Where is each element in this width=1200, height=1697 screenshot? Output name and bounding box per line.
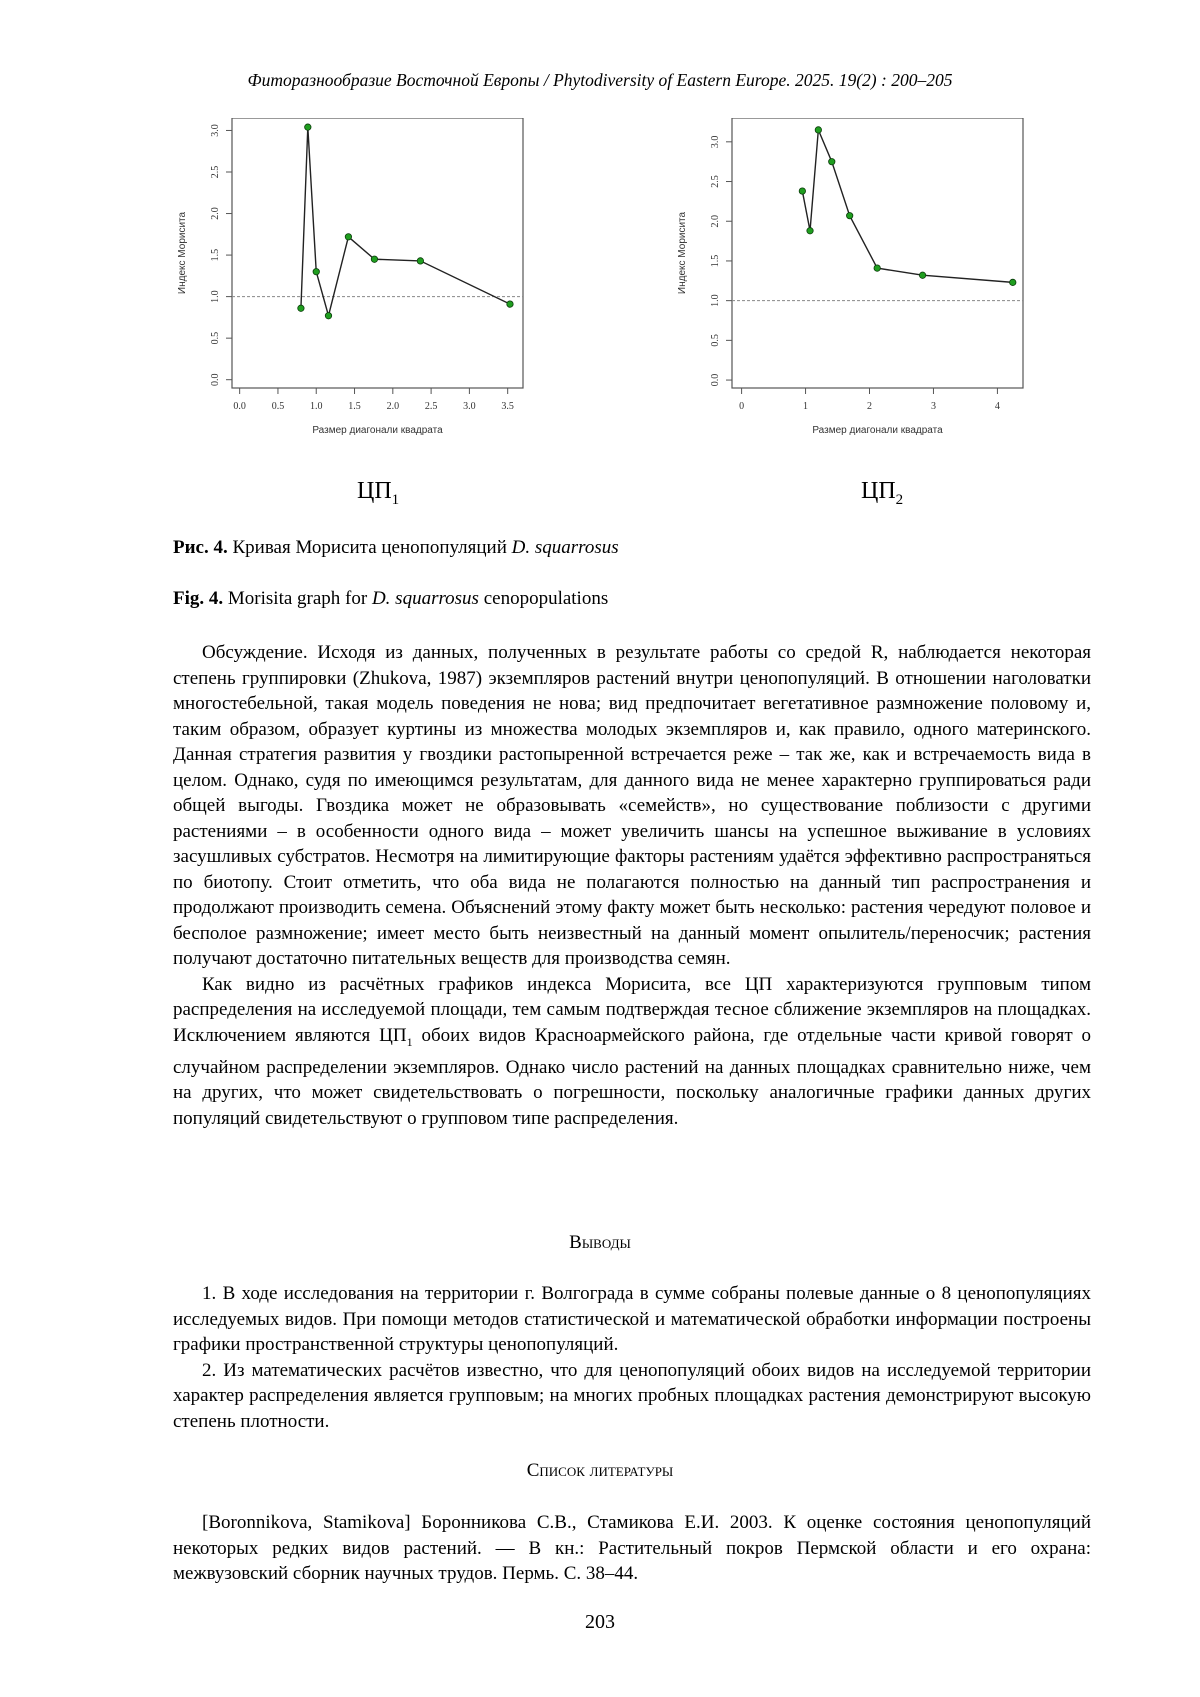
- data-point: [829, 158, 835, 164]
- morisita-chart-cp1: [165, 118, 565, 458]
- conclusions-heading: Выводы: [569, 1232, 631, 1253]
- x-tick-label: 0.5: [271, 401, 285, 412]
- x-axis-label: Размер диагонали квадрата: [812, 425, 943, 436]
- figure-caption-ru: Рис. 4. Кривая Морисита ценопопуляций D. squarrosus: [173, 537, 619, 558]
- x-tick-label: 2.0: [386, 401, 400, 412]
- x-tick-label: 1: [803, 401, 809, 412]
- y-tick-label: 2.0: [210, 207, 221, 220]
- y-axis-label: Индекс Морисита: [677, 211, 688, 295]
- references-list: [173, 1510, 1091, 1587]
- plot-frame: [732, 118, 1023, 388]
- x-tick-label: 3.5: [501, 401, 514, 412]
- morisita-chart-cp2: [665, 118, 1065, 458]
- data-point: [313, 268, 319, 274]
- x-tick-label: 4: [994, 401, 1000, 412]
- data-point: [507, 301, 513, 307]
- y-tick-label: 3.0: [210, 124, 221, 137]
- x-tick-label: 0.0: [233, 401, 246, 412]
- data-point: [919, 272, 925, 278]
- conclusion-item: 2. Из математических расчётов известно, что для ценопопуляций обоих видов на исследуемой территории характер распределения является групповым; на многих пробных площадках растения демонстрируют высокую степень плотности.: [173, 1359, 1091, 1432]
- y-tick-label: 2.5: [210, 165, 221, 179]
- data-point: [345, 234, 351, 240]
- discussion-paragraph-2: Как видно из расчётных графиков индекса Морисита, все ЦП характеризуются групповым типом распределения на исследуемой площади, тем самым подтверждая тесное сближение экземпляров на площадках. Исключением являются $ЦП_1$ обоих видов Красноармейского района, где отдельные части кривой говорят о случайном распределении экземпляров. Однако число растений на данных площадках сравнительно ниже, чем на других, что может свидетельствовать о погрешности, поскольку аналогичные графики данных других популяций свидетельствуют о групповом типе распределения.: [173, 973, 1091, 1129]
- x-tick-label: 3.0: [463, 401, 476, 412]
- x-tick-label: 0: [739, 401, 745, 412]
- series-line: [802, 130, 1012, 282]
- panel-label-cp1: $ЦП_1$: [357, 478, 400, 508]
- data-point: [807, 228, 813, 234]
- references-heading: Список литературы: [526, 1460, 674, 1481]
- y-tick-label: 2.5: [710, 175, 721, 188]
- conclusions-list: [173, 1281, 1091, 1434]
- x-axis-label: Размер диагонали квадрата: [312, 425, 443, 436]
- data-point: [846, 212, 852, 218]
- y-tick-label: 3.0: [710, 135, 721, 149]
- discussion-section: [173, 640, 1091, 1131]
- y-tick-label: 2.0: [710, 214, 721, 228]
- data-point: [799, 188, 805, 194]
- x-tick-label: 1.5: [348, 401, 361, 412]
- figure-caption-en: Fig. 4. Morisita graph for D. squarrosus cenopopulations: [173, 588, 609, 609]
- plot-frame: [232, 118, 523, 388]
- y-tick-label: 0.5: [210, 331, 221, 345]
- y-tick-label: 1.5: [210, 248, 221, 262]
- data-point: [298, 305, 304, 311]
- data-point: [815, 127, 821, 133]
- page-number: 203: [585, 1611, 615, 1633]
- y-tick-label: 1.0: [210, 290, 221, 303]
- y-tick-label: 0.0: [710, 373, 721, 387]
- x-tick-label: 2: [867, 401, 873, 412]
- x-tick-label: 3: [930, 401, 936, 412]
- x-tick-label: 1.0: [309, 401, 323, 412]
- data-point: [325, 313, 331, 319]
- journal-header: Фиторазнообразие Восточной Европы / Phytodiversity of Eastern Europe. 2025. 19(2) : 200–205: [247, 70, 953, 90]
- x-tick-label: 2.5: [424, 401, 438, 412]
- y-tick-label: 1.0: [710, 294, 721, 307]
- y-tick-label: 1.5: [710, 254, 721, 268]
- data-point: [1010, 279, 1016, 285]
- y-axis-label: Индекс Морисита: [177, 211, 188, 295]
- data-point: [371, 256, 377, 262]
- data-point: [417, 258, 423, 264]
- y-tick-label: 0.0: [210, 373, 221, 386]
- conclusion-item: 1. В ходе исследования на территории г. Волгограда в сумме собраны полевые данные о 8 ценопопуляциях исследуемых видов. При помощи методов статистической и математической обработки информации построены графики пространственной структуры ценопопуляций.: [173, 1283, 1091, 1355]
- series-line: [301, 127, 510, 316]
- data-point: [305, 124, 311, 130]
- y-tick-label: 0.5: [710, 334, 721, 347]
- reference-item: [Boronnikova, Stamikova] Боронникова С.В., Стамикова Е.И. 2003. К оценке состояния ценопопуляций некоторых редких видов растений. — В кн.: Растительный покров Пермской области и его охрана: межвузовский сборник научных трудов. Пермь. С. 38–44.: [173, 1512, 1091, 1584]
- discussion-paragraph-1: Обсуждение. Исходя из данных, полученных в результате работы со средой R, наблюдается некоторая степень группировки (Zhukova, 1987) экземпляров растений внутри ценопопуляций. В отношении наголоватки многостебельной, такая модель поведения не нова; вид предпочитает вегетативное размножение половому и, таким образом, образует куртины из множества молодых экземпляров и, как правило, одного материнского. Данная стратегия развития у гвоздики растопыренной встречается реже – так же, как и встречаемость вида в целом. Однако, судя по имеющимся результатам, для данного вида не менее характерно группироваться ради общей выгоды. Гвоздика может не образовывать «семейств», но существование поблизости с другими растениями – в особенности одного вида – может увеличить шансы на успешное выживание в условиях засушливых субстратов. Несмотря на лимитирующие факторы растениям удаётся эффективно распространяться по биотопу. Стоит отметить, что оба вида не полагаются полностью на данный тип распространения и продолжают производить семена. Объяснений этому факту может быть несколько: растения чередуют половое и бесполое размножение; имеет место быть неизвестный на данный момент опылитель/переносчик; растения получают достаточно питательных веществ для производства семян.: [173, 642, 1091, 969]
- data-point: [874, 265, 880, 271]
- panel-label-cp2: $ЦП_2$: [861, 478, 904, 508]
